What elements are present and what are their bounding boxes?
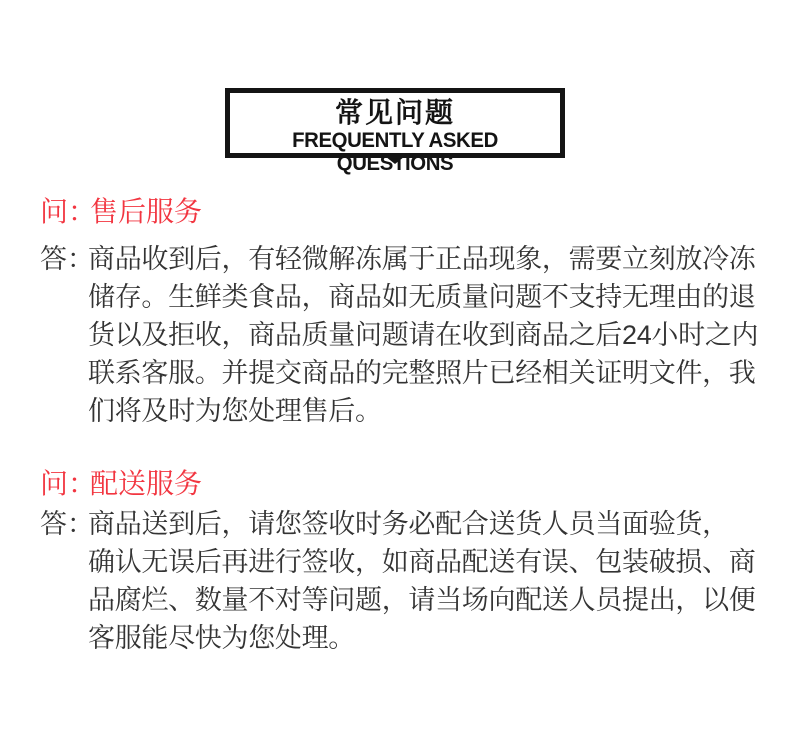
faq-title-en: FREQUENTLY ASKED QUESTIONS [292, 129, 498, 175]
question-row-delivery [40, 465, 202, 503]
question-label: 问： [40, 196, 97, 227]
question-label: 问： [40, 468, 97, 499]
answer-line: 货以及拒收，商品质量问题请在收到商品之后24小时之内 [88, 320, 759, 350]
answer-line: 确认无误后再进行签收，如商品配送有误、包装破损、商 [88, 547, 756, 577]
faq-title-cn: 常见问题 [334, 97, 455, 128]
question-text: 售后服务 [90, 196, 203, 227]
answer-text [88, 240, 760, 430]
answer-block-aftersale [40, 240, 760, 430]
answer-label: 答： [40, 244, 94, 274]
faq-header-box [225, 88, 565, 175]
answer-line: 品腐烂、数量不对等问题，请当场向配送人员提出，以便 [88, 585, 756, 615]
answer-line: 们将及时为您处理售后。 [88, 396, 382, 426]
answer-label: 答： [40, 509, 94, 539]
arrow-down-icon [381, 153, 409, 164]
answer-line: 客服能尽快为您处理。 [88, 623, 355, 653]
answer-text [88, 505, 760, 657]
answer-block-delivery [40, 505, 760, 657]
question-row-aftersale [40, 193, 202, 231]
answer-line: 商品收到后，有轻微解冻属于正品现象，需要立刻放冷冻 [88, 244, 756, 274]
question-text: 配送服务 [90, 468, 203, 499]
answer-line: 储存。生鲜类食品，商品如无质量问题不支持无理由的退 [88, 282, 756, 312]
answer-line: 联系客服。并提交商品的完整照片已经相关证明文件，我 [88, 358, 756, 388]
answer-line: 商品送到后，请您签收时务必配合送货人员当面验货， [88, 509, 729, 539]
